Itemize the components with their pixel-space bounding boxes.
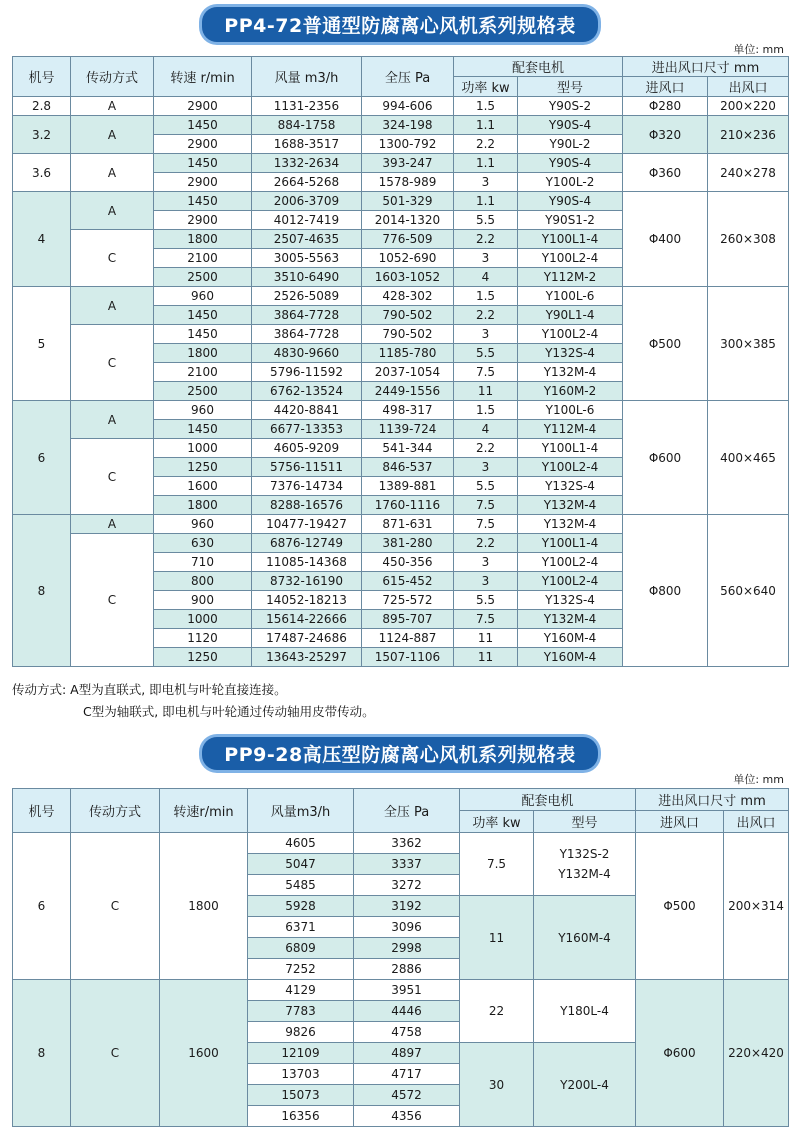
power-cell: 11 — [460, 896, 534, 980]
pressure-cell: 3362 — [354, 833, 460, 854]
flow-cell: 4129 — [248, 980, 354, 1001]
model-cell: Y160M-4 — [534, 896, 636, 980]
inlet-cell: Φ500 — [623, 287, 708, 401]
drive-cell: A — [71, 97, 154, 116]
machine-no-cell: 4 — [13, 192, 71, 287]
speed-cell: 630 — [154, 534, 252, 553]
pressure-cell: 2449-1556 — [362, 382, 454, 401]
model-cell: Y90L1-4 — [518, 306, 623, 325]
machine-no-cell: 2.8 — [13, 97, 71, 116]
inlet-cell: Φ360 — [623, 154, 708, 192]
power-cell: 7.5 — [454, 515, 518, 534]
inlet-cell: Φ600 — [623, 401, 708, 515]
pressure-cell: 790-502 — [362, 306, 454, 325]
flow-cell: 1131-2356 — [252, 97, 362, 116]
table2-title-wrap — [0, 737, 800, 770]
speed-cell: 1000 — [154, 439, 252, 458]
pressure-cell: 2998 — [354, 938, 460, 959]
pp9-28-spec-table — [12, 788, 789, 1127]
speed-cell: 1800 — [154, 496, 252, 515]
model-cell: Y132M-4 — [518, 515, 623, 534]
header-power: 功率 kw — [460, 811, 534, 833]
model-cell: Y132M-4 — [518, 363, 623, 382]
pressure-cell: 1389-881 — [362, 477, 454, 496]
flow-cell: 9826 — [248, 1022, 354, 1043]
power-cell: 5.5 — [454, 591, 518, 610]
drive-cell: C — [71, 439, 154, 515]
power-cell: 1.5 — [454, 287, 518, 306]
flow-cell: 6762-13524 — [252, 382, 362, 401]
header-speed: 转速 r/min — [154, 57, 252, 97]
header-outlet: 出风口 — [708, 77, 789, 97]
header-port-size: 进出风口尺寸 mm — [623, 57, 789, 77]
flow-cell: 2507-4635 — [252, 230, 362, 249]
pressure-cell: 4758 — [354, 1022, 460, 1043]
drive-cell: C — [71, 325, 154, 401]
model-cell: Y132S-4 — [518, 344, 623, 363]
speed-cell: 1600 — [160, 980, 248, 1127]
header-machine-no: 机号 — [13, 789, 71, 833]
flow-cell: 3005-5563 — [252, 249, 362, 268]
flow-cell: 3864-7728 — [252, 325, 362, 344]
power-cell: 3 — [454, 249, 518, 268]
header-machine-no: 机号 — [13, 57, 71, 97]
speed-cell: 1450 — [154, 116, 252, 135]
speed-cell: 2900 — [154, 173, 252, 192]
power-cell: 7.5 — [454, 363, 518, 382]
machine-no-cell: 8 — [13, 980, 71, 1127]
table2-unit: 单位: mm — [733, 773, 784, 786]
table-row — [13, 192, 789, 211]
speed-cell: 2900 — [154, 211, 252, 230]
speed-cell: 960 — [154, 515, 252, 534]
power-cell: 1.1 — [454, 116, 518, 135]
model-cell: Y100L-6 — [518, 401, 623, 420]
outlet-cell: 400×465 — [708, 401, 789, 515]
table1-unit: 单位: mm — [733, 43, 784, 56]
power-cell: 7.5 — [460, 833, 534, 896]
machine-no-cell: 3.6 — [13, 154, 71, 192]
drive-cell: A — [71, 515, 154, 534]
power-cell: 3 — [454, 173, 518, 192]
pressure-cell: 3192 — [354, 896, 460, 917]
machine-no-cell: 8 — [13, 515, 71, 667]
model-cell: Y90S-4 — [518, 116, 623, 135]
outlet-cell: 220×420 — [724, 980, 789, 1127]
speed-cell: 1800 — [154, 344, 252, 363]
power-cell: 11 — [454, 629, 518, 648]
model-cell: Y132S-2 Y132M-4 — [534, 833, 636, 896]
pressure-cell: 4446 — [354, 1001, 460, 1022]
pressure-cell: 498-317 — [362, 401, 454, 420]
model-cell: Y112M-2 — [518, 268, 623, 287]
power-cell: 1.1 — [454, 192, 518, 211]
power-cell: 11 — [454, 382, 518, 401]
header-port-size: 进出风口尺寸 mm — [636, 789, 789, 811]
flow-cell: 3864-7728 — [252, 306, 362, 325]
speed-cell: 1450 — [154, 420, 252, 439]
power-cell: 5.5 — [454, 211, 518, 230]
pressure-cell: 3951 — [354, 980, 460, 1001]
power-cell: 2.2 — [454, 439, 518, 458]
speed-cell: 1450 — [154, 154, 252, 173]
pressure-cell: 871-631 — [362, 515, 454, 534]
pressure-cell: 4717 — [354, 1064, 460, 1085]
outlet-cell: 210×236 — [708, 116, 789, 154]
pressure-cell: 776-509 — [362, 230, 454, 249]
speed-cell: 1000 — [154, 610, 252, 629]
machine-no-cell: 3.2 — [13, 116, 71, 154]
model-cell: Y90S-4 — [518, 192, 623, 211]
flow-cell: 1688-3517 — [252, 135, 362, 154]
speed-cell: 1450 — [154, 325, 252, 344]
flow-cell: 15073 — [248, 1085, 354, 1106]
header-pressure: 全压 Pa — [354, 789, 460, 833]
pressure-cell: 4897 — [354, 1043, 460, 1064]
speed-cell: 2100 — [154, 249, 252, 268]
flow-cell: 7252 — [248, 959, 354, 980]
flow-cell: 4012-7419 — [252, 211, 362, 230]
pressure-cell: 994-606 — [362, 97, 454, 116]
model-cell: Y160M-2 — [518, 382, 623, 401]
drive-cell: A — [71, 287, 154, 325]
flow-cell: 3510-6490 — [252, 268, 362, 287]
power-cell: 1.5 — [454, 401, 518, 420]
flow-cell: 10477-19427 — [252, 515, 362, 534]
flow-cell: 13703 — [248, 1064, 354, 1085]
power-cell: 7.5 — [454, 610, 518, 629]
table1-title-wrap — [0, 7, 800, 42]
pressure-cell: 541-344 — [362, 439, 454, 458]
flow-cell: 17487-24686 — [252, 629, 362, 648]
pressure-cell: 393-247 — [362, 154, 454, 173]
flow-cell: 7783 — [248, 1001, 354, 1022]
flow-cell: 14052-18213 — [252, 591, 362, 610]
power-cell: 3 — [454, 458, 518, 477]
pressure-cell: 615-452 — [362, 572, 454, 591]
model-cell: Y100L1-4 — [518, 230, 623, 249]
drive-note-a: 传动方式: A型为直联式, 即电机与叶轮直接连接。 — [12, 682, 287, 697]
model-cell: Y180L-4 — [534, 980, 636, 1043]
drive-cell: A — [71, 116, 154, 154]
pressure-cell: 1300-792 — [362, 135, 454, 154]
model-cell: Y90S-2 — [518, 97, 623, 116]
speed-cell: 2500 — [154, 382, 252, 401]
speed-cell: 1450 — [154, 192, 252, 211]
model-cell: Y100L2-4 — [518, 572, 623, 591]
drive-cell: A — [71, 192, 154, 230]
flow-cell: 6876-12749 — [252, 534, 362, 553]
power-cell: 2.2 — [454, 230, 518, 249]
pressure-cell: 4572 — [354, 1085, 460, 1106]
flow-cell: 4605-9209 — [252, 439, 362, 458]
flow-cell: 8732-16190 — [252, 572, 362, 591]
power-cell: 11 — [454, 648, 518, 667]
model-cell: Y100L2-4 — [518, 458, 623, 477]
model-cell: Y100L-6 — [518, 287, 623, 306]
table-row — [13, 154, 789, 173]
model-cell: Y132S-4 — [518, 591, 623, 610]
inlet-cell: Φ800 — [623, 515, 708, 667]
power-cell: 2.2 — [454, 306, 518, 325]
speed-cell: 2900 — [154, 135, 252, 154]
table-row — [13, 401, 789, 420]
model-cell: Y112M-4 — [518, 420, 623, 439]
speed-cell: 1120 — [154, 629, 252, 648]
speed-cell: 1450 — [154, 306, 252, 325]
drive-cell: A — [71, 154, 154, 192]
flow-cell: 11085-14368 — [252, 553, 362, 572]
outlet-cell: 240×278 — [708, 154, 789, 192]
power-cell: 2.2 — [454, 135, 518, 154]
pressure-cell: 790-502 — [362, 325, 454, 344]
outlet-cell: 560×640 — [708, 515, 789, 667]
pressure-cell: 2886 — [354, 959, 460, 980]
inlet-cell: Φ280 — [623, 97, 708, 116]
drive-cell: C — [71, 230, 154, 287]
inlet-cell: Φ600 — [636, 980, 724, 1127]
table-row — [13, 116, 789, 135]
flow-cell: 2526-5089 — [252, 287, 362, 306]
header-pressure: 全压 Pa — [362, 57, 454, 97]
machine-no-cell: 6 — [13, 833, 71, 980]
pressure-cell: 1603-1052 — [362, 268, 454, 287]
model-cell: Y100L1-4 — [518, 534, 623, 553]
pp4-72-spec-table — [12, 56, 789, 667]
table1-title: PP4-72普通型防腐离心风机系列规格表 — [202, 7, 597, 42]
flow-cell: 884-1758 — [252, 116, 362, 135]
flow-cell: 16356 — [248, 1106, 354, 1127]
flow-cell: 4605 — [248, 833, 354, 854]
outlet-cell: 200×314 — [724, 833, 789, 980]
pressure-cell: 846-537 — [362, 458, 454, 477]
pressure-cell: 1052-690 — [362, 249, 454, 268]
pressure-cell: 1507-1106 — [362, 648, 454, 667]
model-cell: Y100L-2 — [518, 173, 623, 192]
power-cell: 30 — [460, 1043, 534, 1127]
inlet-cell: Φ320 — [623, 116, 708, 154]
speed-cell: 900 — [154, 591, 252, 610]
pressure-cell: 1124-887 — [362, 629, 454, 648]
speed-cell: 2100 — [154, 363, 252, 382]
power-cell: 5.5 — [454, 344, 518, 363]
table-row — [13, 515, 789, 534]
flow-cell: 6677-13353 — [252, 420, 362, 439]
model-cell: Y90S1-2 — [518, 211, 623, 230]
model-cell: Y100L2-4 — [518, 325, 623, 344]
table-row — [13, 287, 789, 306]
pressure-cell: 2037-1054 — [362, 363, 454, 382]
outlet-cell: 200×220 — [708, 97, 789, 116]
drive-note-c: C型为轴联式, 即电机与叶轮通过传动轴用皮带传动。 — [83, 704, 375, 719]
pressure-cell: 3096 — [354, 917, 460, 938]
power-cell: 5.5 — [454, 477, 518, 496]
speed-cell: 1250 — [154, 648, 252, 667]
pressure-cell: 428-302 — [362, 287, 454, 306]
flow-cell: 12109 — [248, 1043, 354, 1064]
pressure-cell: 1578-989 — [362, 173, 454, 192]
power-cell: 3 — [454, 325, 518, 344]
flow-cell: 6809 — [248, 938, 354, 959]
flow-cell: 1332-2634 — [252, 154, 362, 173]
model-cell: Y90L-2 — [518, 135, 623, 154]
pressure-cell: 1185-780 — [362, 344, 454, 363]
flow-cell: 4420-8841 — [252, 401, 362, 420]
header-model: 型号 — [518, 77, 623, 97]
header-drive: 传动方式 — [71, 57, 154, 97]
drive-cell: C — [71, 534, 154, 667]
outlet-cell: 300×385 — [708, 287, 789, 401]
pressure-cell: 4356 — [354, 1106, 460, 1127]
power-cell: 4 — [454, 420, 518, 439]
speed-cell: 800 — [154, 572, 252, 591]
power-cell: 3 — [454, 553, 518, 572]
power-cell: 2.2 — [454, 534, 518, 553]
speed-cell: 960 — [154, 401, 252, 420]
table-row — [13, 97, 789, 116]
pressure-cell: 725-572 — [362, 591, 454, 610]
model-cell: Y100L2-4 — [518, 249, 623, 268]
header-inlet: 进风口 — [636, 811, 724, 833]
flow-cell: 5047 — [248, 854, 354, 875]
pressure-cell: 1760-1116 — [362, 496, 454, 515]
header-power: 功率 kw — [454, 77, 518, 97]
pressure-cell: 3272 — [354, 875, 460, 896]
flow-cell: 5796-11592 — [252, 363, 362, 382]
power-cell: 1.5 — [454, 97, 518, 116]
model-cell: Y200L-4 — [534, 1043, 636, 1127]
flow-cell: 6371 — [248, 917, 354, 938]
header-flow: 风量 m3/h — [252, 57, 362, 97]
pressure-cell: 2014-1320 — [362, 211, 454, 230]
drive-cell: C — [71, 833, 160, 980]
header-outlet: 出风口 — [724, 811, 789, 833]
flow-cell: 15614-22666 — [252, 610, 362, 629]
table-row — [13, 980, 789, 1001]
flow-cell: 7376-14734 — [252, 477, 362, 496]
pressure-cell: 501-329 — [362, 192, 454, 211]
model-cell: Y160M-4 — [518, 648, 623, 667]
flow-cell: 2664-5268 — [252, 173, 362, 192]
inlet-cell: Φ400 — [623, 192, 708, 287]
power-cell: 1.1 — [454, 154, 518, 173]
model-cell: Y100L2-4 — [518, 553, 623, 572]
outlet-cell: 260×308 — [708, 192, 789, 287]
table2-title: PP9-28高压型防腐离心风机系列规格表 — [202, 737, 597, 770]
power-cell: 3 — [454, 572, 518, 591]
speed-cell: 710 — [154, 553, 252, 572]
header-drive: 传动方式 — [71, 789, 160, 833]
speed-cell: 960 — [154, 287, 252, 306]
pressure-cell: 381-280 — [362, 534, 454, 553]
model-cell: Y132M-4 — [518, 610, 623, 629]
pressure-cell: 1139-724 — [362, 420, 454, 439]
model-cell: Y90S-4 — [518, 154, 623, 173]
flow-cell: 5928 — [248, 896, 354, 917]
flow-cell: 4830-9660 — [252, 344, 362, 363]
drive-cell: C — [71, 980, 160, 1127]
speed-cell: 2500 — [154, 268, 252, 287]
inlet-cell: Φ500 — [636, 833, 724, 980]
model-cell: Y132S-4 — [518, 477, 623, 496]
speed-cell: 1250 — [154, 458, 252, 477]
drive-cell: A — [71, 401, 154, 439]
machine-no-cell: 5 — [13, 287, 71, 401]
pressure-cell: 3337 — [354, 854, 460, 875]
flow-cell: 2006-3709 — [252, 192, 362, 211]
pressure-cell: 324-198 — [362, 116, 454, 135]
flow-cell: 5756-11511 — [252, 458, 362, 477]
header-motor: 配套电机 — [454, 57, 623, 77]
flow-cell: 13643-25297 — [252, 648, 362, 667]
speed-cell: 1600 — [154, 477, 252, 496]
power-cell: 22 — [460, 980, 534, 1043]
table-row — [13, 833, 789, 854]
model-cell: Y100L1-4 — [518, 439, 623, 458]
model-cell: Y132M-4 — [518, 496, 623, 515]
machine-no-cell: 6 — [13, 401, 71, 515]
flow-cell: 5485 — [248, 875, 354, 896]
header-flow: 风量m3/h — [248, 789, 354, 833]
pressure-cell: 450-356 — [362, 553, 454, 572]
power-cell: 7.5 — [454, 496, 518, 515]
power-cell: 4 — [454, 268, 518, 287]
header-model: 型号 — [534, 811, 636, 833]
speed-cell: 1800 — [160, 833, 248, 980]
flow-cell: 8288-16576 — [252, 496, 362, 515]
speed-cell: 1800 — [154, 230, 252, 249]
header-speed: 转速r/min — [160, 789, 248, 833]
model-cell: Y160M-4 — [518, 629, 623, 648]
header-inlet: 进风口 — [623, 77, 708, 97]
header-motor: 配套电机 — [460, 789, 636, 811]
pressure-cell: 895-707 — [362, 610, 454, 629]
speed-cell: 2900 — [154, 97, 252, 116]
